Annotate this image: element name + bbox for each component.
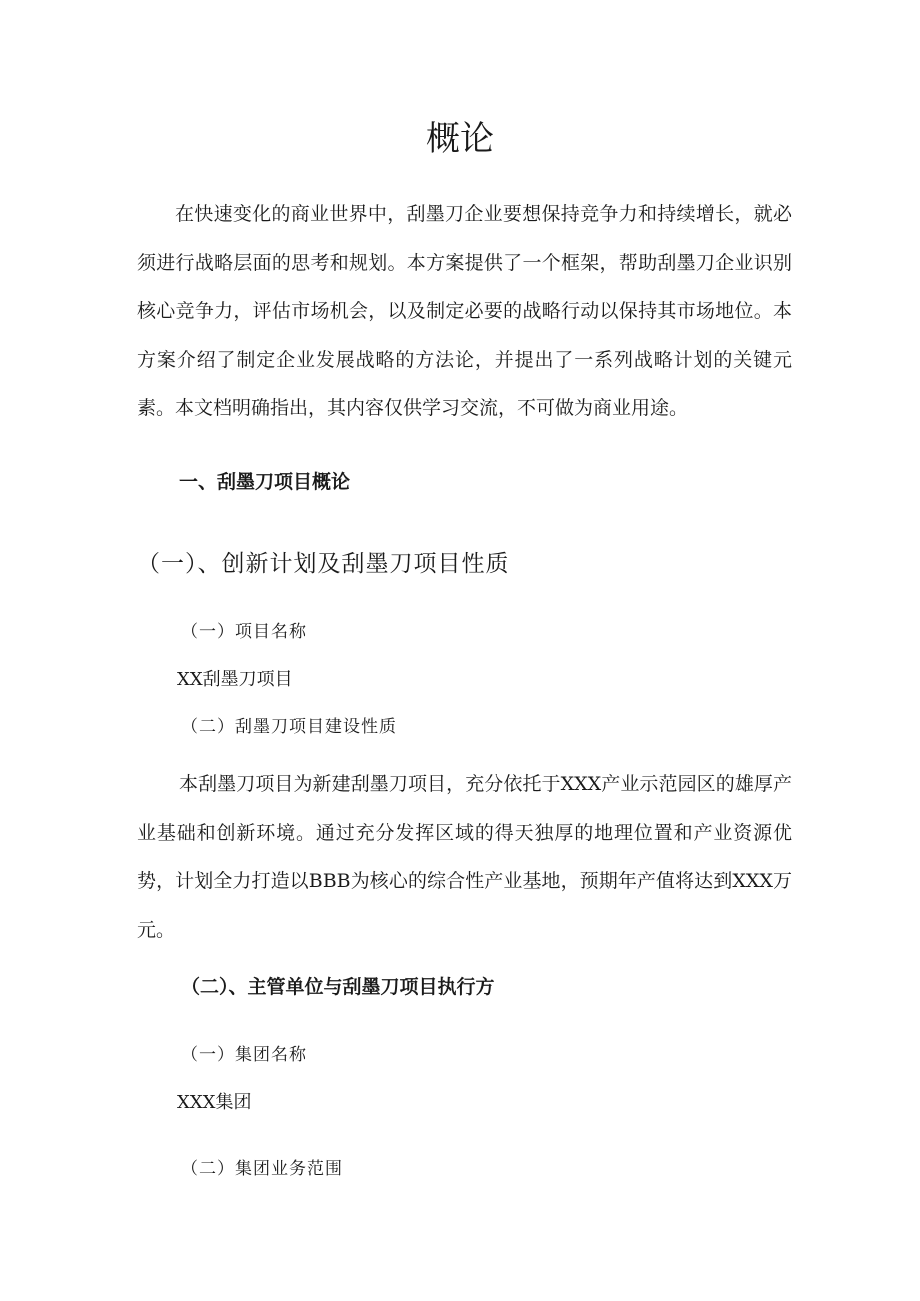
item-value-project-name: XX刮墨刀项目 [177,669,293,690]
item-label-project-name: （一）项目名称 [181,622,307,642]
subsection-heading-1: （一）、创新计划及刮墨刀项目性质 [137,551,510,577]
project-nature-paragraph: 本刮墨刀项目为新建刮墨刀项目，充分依托于XXX产业示范园区的雄厚产业基础和创新环境。通过充分发挥区域的得天独厚的地理位置和产业资源优势，计划全力打造以BBB为核心的综合性产业基地，预期年产值将达到XXX万元。 [137,773,792,941]
item-label-group-name: （一）集团名称 [181,1045,307,1065]
item-label-business-scope: （二）集团业务范围 [181,1159,343,1179]
section-heading: 一、刮墨刀项目概论 [179,471,351,493]
subsection-heading-2: （二）、主管单位与刮墨刀项目执行方 [181,976,495,998]
document-title: 概论 [426,119,494,159]
item-label-project-nature: （二）刮墨刀项目建设性质 [181,717,397,737]
intro-paragraph: 在快速变化的商业世界中，刮墨刀企业要想保持竞争力和持续增长，就必须进行战略层面的思考和规划。本方案提供了一个框架，帮助刮墨刀企业识别核心竞争力，评估市场机会，以及制定必要的战略行动以保持其市场地位。本方案介绍了制定企业发展战略的方法论，并提出了一系列战略计划的关键元素。本文档明确指出，其内容仅供学习交流，不可做为商业用途。 [137,203,792,419]
item-value-group-name: XXX集团 [177,1092,252,1113]
